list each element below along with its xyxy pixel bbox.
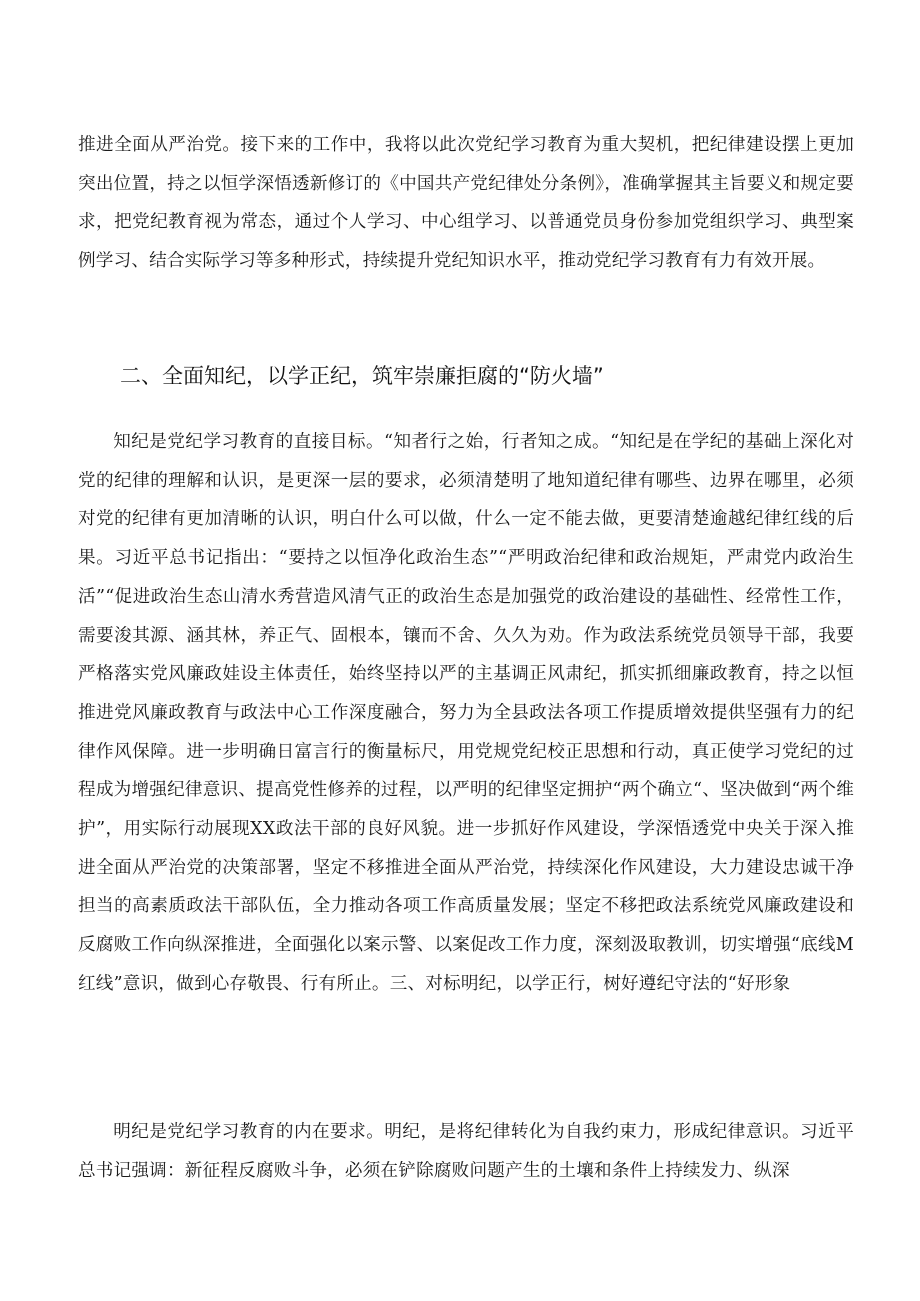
paragraph-intro-continuation: 推进全面从严治党。接下来的工作中，我将以此次党纪学习教育为重大契机，把纪律建设摆上更加突出位置，持之以恒学深悟透新修订的《中国共产党纪律处分条例》，准确掌握其主旨要义和规定要求，把党纪教育视为常态，通过个人学习、中心组学习、以普通党员身份参加党组织学习、典型案例学习、结合实际学习等多种形式，持续提升党纪知识水平，推动党纪学习教育有力有效开展。 xyxy=(78,135,854,272)
paragraph-section-two-body: 知纪是党纪学习教育的直接目标。“知者行之始，行者知之成。“知纪是在学纪的基础上深化对党的纪律的理解和认识，是更深一层的要求，必须清楚明了地知道纪律有哪些、边界在哪里，必须对党的纪律有更加清晰的认识，明白什么可以做，什么一定不能去做，更要清楚逾越纪律红线的后果。习近平总书记指出：“要持之以恒净化政治生态”“严明政治纪律和政治规矩，严肃党内政治生活”“促进政治生态山清水秀营造风清气正的政治生态是加强党的政治建设的基础性、经常性工作，需要浚其源、涵其林，养正气、固根本，镶而不舍、久久为劝。作为政法系统党员领导干部，我要严格落实党风廉政娃设主体责任，始终坚持以严的主基调正风肃纪，抓实抓细廉政教育，持之以恒推进党风廉政教育与政法中心工作深度融合，努力为全县政法各项工作提质增效提供坚强有力的纪律作风保障。进一步明确日富言行的衡量标尺，用党规党纪校正思想和行动，真正使学习党纪的过程成为增强纪律意识、提高党性修养的过程，以严明的纪律坚定拥护“两个确立“、坚决做到“两个维护”，用实际行动展现XX政法干部的良好风貌。进一步抓好作风建设，学深悟透党中央关于深入推进全面从严治党的决策部署，坚定不移推进全面从严治党，持续深化作风建设，大力建设忠诚干净担当的高素质政法干部队伍，全力推动各项工作高质量发展；坚定不移把政法系统党风廉政建设和反腐败工作向纵深推进，全面强化以案示警、以案促改工作力度，深刻汲取教训，切实增强“底线M红线”意识，做到心存敬畏、行有所止。三、对标明纪，以学正行，树好遵纪守法的“好形象 xyxy=(78,432,854,994)
paragraph-section-three-body: 明纪是党纪学习教育的内在要求。明纪，是将纪律转化为自我约束力，形成纪律意识。习近平总书记强调：新征程反腐败斗争，必须在铲除腐败问题产生的土壤和条件上持续发力、纵深 xyxy=(78,1122,854,1181)
section-two-heading: 二、全面知纪，以学正纪，筑牢崇廉拒腐的“防火墙” xyxy=(120,364,604,388)
